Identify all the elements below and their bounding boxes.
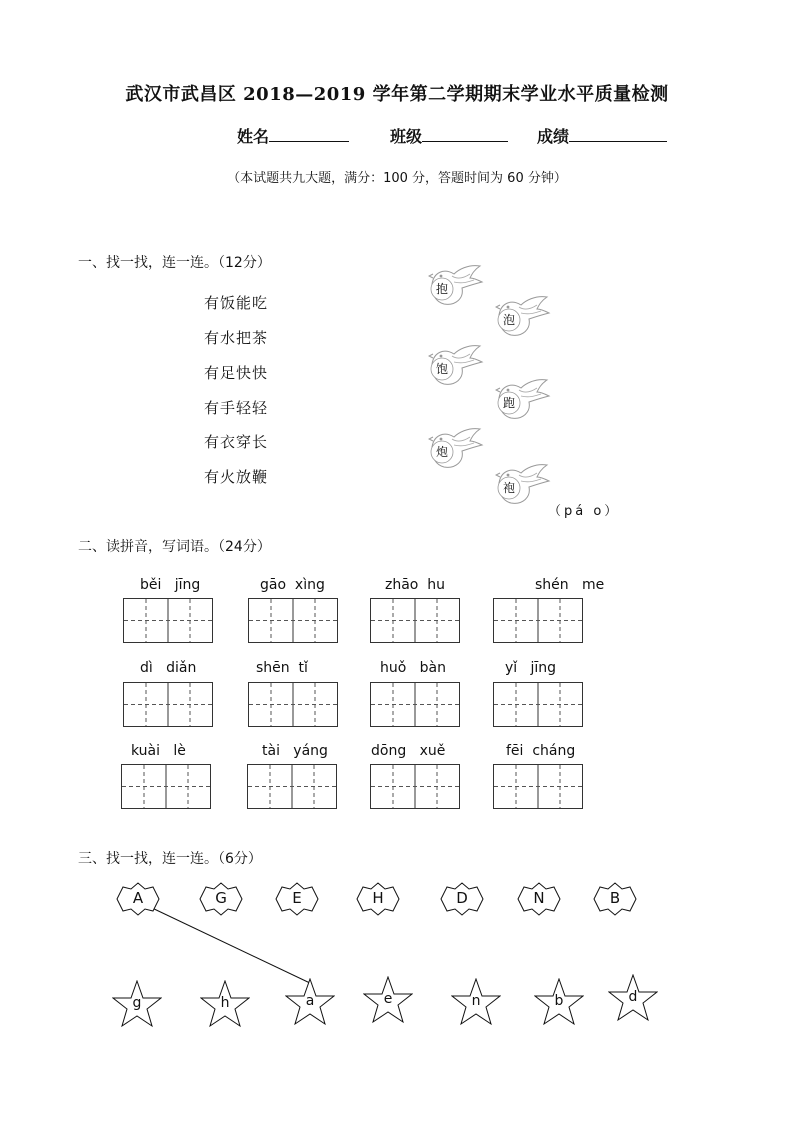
pinyin-label: shén me (535, 577, 605, 593)
lowercase-letter-tile[interactable] (534, 978, 584, 1026)
letter: a (305, 993, 315, 1009)
lowercase-letter-tile[interactable] (608, 974, 658, 1022)
name-label: 姓名 (237, 127, 270, 146)
pinyin-label: tài yáng (262, 743, 328, 759)
page-title: 武汉市武昌区 2018—2019 学年第二学期期末学业水平质量检测 (125, 84, 669, 105)
letter: b (554, 993, 564, 1009)
pinyin-label: dōng xuě (371, 743, 446, 759)
section2-heading: 二、读拼音，写词语。（24分） (78, 539, 271, 555)
lowercase-letter-tile[interactable] (285, 978, 335, 1026)
letter: B (609, 889, 621, 907)
pinyin-label: běi jīng (140, 577, 201, 593)
uppercase-letter-tile[interactable] (355, 882, 401, 916)
pinyin-label: zhāo hu (385, 577, 446, 593)
uppercase-letter-tile[interactable] (516, 882, 562, 916)
exam-note: （本试题共九大题，满分：100 分，答题时间为 60 分钟） (227, 171, 567, 186)
letter: g (132, 995, 142, 1011)
letter: h (220, 995, 230, 1011)
bird-char: 泡 (502, 313, 515, 327)
letter: G (215, 889, 227, 907)
class-label: 班级 (390, 127, 423, 146)
uppercase-letter-tile[interactable] (592, 882, 638, 916)
uppercase-letter-tile[interactable] (274, 882, 320, 916)
letter: A (132, 889, 144, 907)
score-label: 成绩 (537, 127, 570, 146)
phrase-item: 有衣穿长 (204, 433, 269, 451)
bird-char: 炮 (435, 445, 448, 459)
bird-char: 抱 (435, 282, 448, 296)
lowercase-letter-tile[interactable] (363, 976, 413, 1024)
lowercase-letter-tile[interactable] (112, 980, 162, 1028)
pinyin-label: fēi cháng (506, 743, 576, 759)
phrase-item: 有火放鞭 (204, 468, 269, 486)
letter: n (471, 993, 481, 1009)
uppercase-letter-tile[interactable] (439, 882, 485, 916)
uppercase-letter-tile[interactable] (198, 882, 244, 916)
bird-char: 跑 (502, 396, 515, 410)
section1-heading: 一、找一找，连一连。（12分） (78, 255, 271, 271)
pinyin-label: huǒ bàn (380, 660, 447, 676)
pinyin-label: dì diǎn (140, 660, 197, 676)
letter: E (292, 889, 302, 907)
lowercase-letter-tile[interactable] (200, 980, 250, 1028)
pinyin-label: gāo xìng (260, 577, 325, 593)
section3-heading: 三、找一找，连一连。（6分） (78, 851, 262, 867)
pinyin-note: （pá o） (548, 504, 621, 519)
bird-char: 袍 (502, 481, 515, 495)
letter: N (533, 889, 545, 907)
uppercase-letter-tile[interactable] (115, 882, 161, 916)
lowercase-letter-tile[interactable] (451, 978, 501, 1026)
pinyin-label: shēn tǐ (256, 660, 308, 676)
letter: e (383, 991, 393, 1007)
phrase-item: 有水把茶 (204, 329, 269, 347)
bird-char: 饱 (435, 362, 448, 376)
phrase-item: 有饭能吃 (204, 294, 269, 312)
letter: D (456, 889, 468, 907)
letter: d (628, 989, 638, 1005)
phrase-item: 有手轻轻 (204, 399, 269, 417)
phrase-item: 有足快快 (204, 364, 269, 382)
pinyin-label: yǐ jīng (505, 660, 557, 676)
letter: H (372, 889, 384, 907)
pinyin-label: kuài lè (131, 743, 186, 759)
